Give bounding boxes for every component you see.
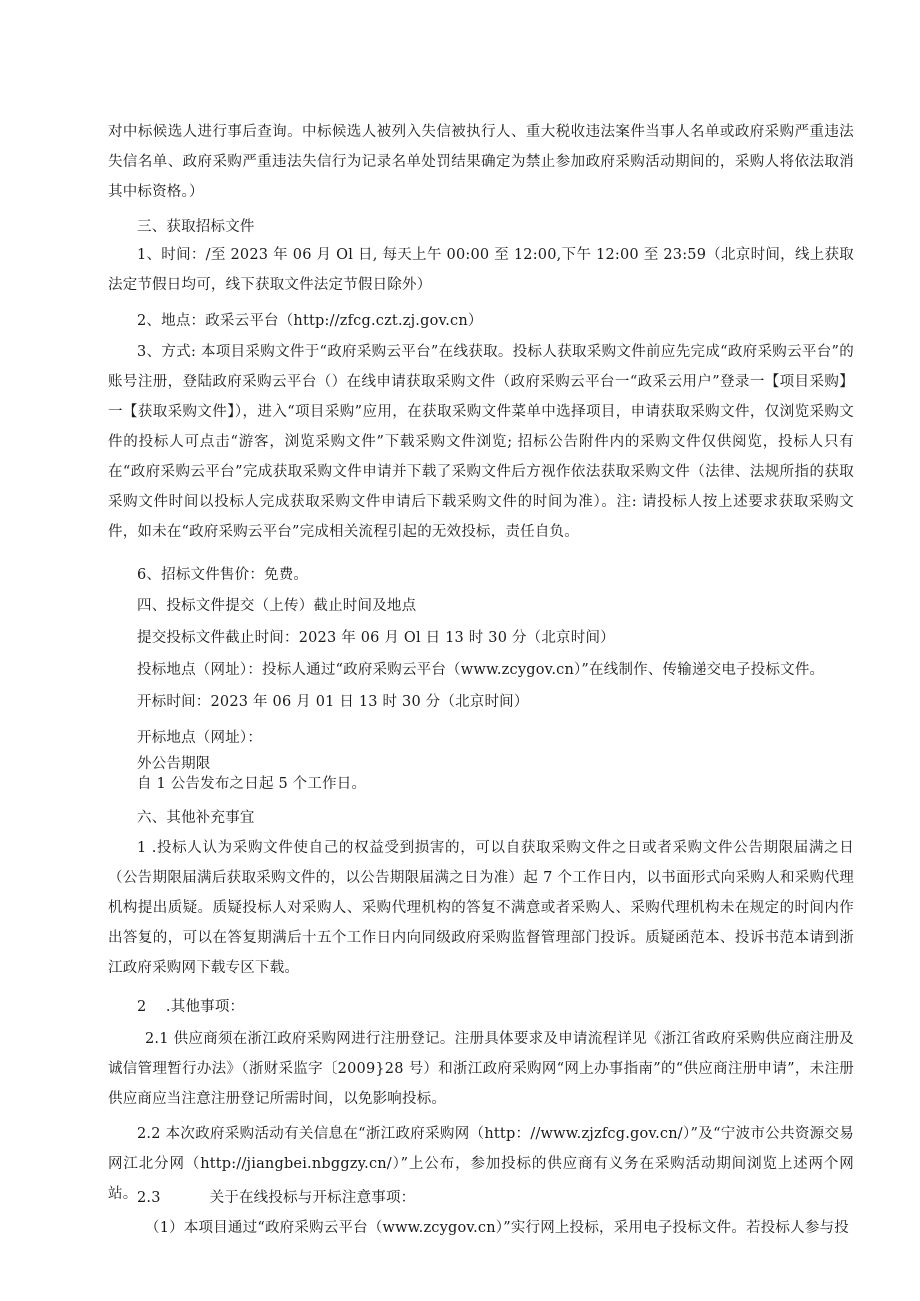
section-heading-submission-deadline: 四、投标文件提交（上传）截止时间及地点: [137, 598, 417, 614]
paragraph-submission-deadline: 提交投标文件截止时间：2023 年 06 月 Ol 日 13 时 30 分（北京时间）: [137, 630, 615, 646]
section-heading-supplementary: 六、其他补充事宜: [137, 810, 255, 826]
paragraph-time: 1、时间：/至 2023 年 06 月 Ol 日, 每天上午 00:00 至 12:00,下午 12:00 至 23:59（北京时间，线上获取法定节假日均可，线下获取文件法定节假日除外）: [108, 247, 854, 293]
paragraph-complaint: 1 .投标人认为采购文件使自己的权益受到损害的，可以自获取采购文件之日或者采购文件公告期限届满之日（公告期限届满后获取采购文件的，以公告期限届满之日为准）起 7 个工作日内，以书面形式向采购人和采购代理机构提出质疑。质疑投标人对采购人、采购代理机构的答复不满意或者采购人、采购代理机构未在规定的时间内作出答复的，可以在答复期满后十五个工作日内向同级政府采购监督管理部门投诉。质疑函范本、投诉书范本请到浙江政府采购网下载专区下载。: [108, 840, 854, 976]
paragraph-method: 3、方式: 本项目采购文件于“政府采购云平台”在线获取。投标人获取采购文件前应先完成“政府采购云平台”的账号注册，登陆政府采购云平台（）在线申请获取采购文件（政府采购云平台一“政采云用户”登录一【项目采购】一【获取采购文件】），进入“项目采购”应用，在获取采购文件菜单中选择项目，申请获取采购文件，仅浏览采购文件的投标人可点击“游客，浏览采购文件”下载采购文件浏览; 招标公告附件内的采购文件仅供阅览，投标人只有在“政府采购云平台”完成获取采购文件申请并下载了采购文件后方视作依法获取采购文件（法律、法规所指的获取采购文件时间以投标人完成获取采购文件申请后下载采购文件的时间为准）。注: 请投标人按上述要求获取采购文件，如未在“政府采购云平台”完成相关流程引起的无效投标，责任自负。: [108, 344, 854, 540]
paragraph-online-bidding: （1）本项目通过“政府采购云平台（www.zcygov.cn）”实行网上投标，采用电子投标文件。若投标人参与投: [145, 1220, 849, 1236]
section-heading-obtain-documents: 三、获取招标文件: [137, 219, 255, 235]
paragraph-location: 2、地点：政采云平台（http://zfcg.czt.zj.gov.cn）: [137, 313, 483, 329]
paragraph-submission-location: 投标地点（网址）：投标人通过“政府采购云平台（www.zcygov.cn）”在线制作、传输递交电子投标文件。: [137, 662, 825, 678]
paragraph-opening-location: 开标地点（网址）：: [137, 730, 263, 746]
paragraph-online-bidding-heading: 2.3 关于在线投标与开标注意事项：: [137, 1190, 416, 1206]
paragraph-announcement-period-label: 外公告期限: [137, 756, 211, 772]
paragraph-announcement-period: 自 1 公告发布之日起 5 个工作日。: [137, 776, 367, 792]
paragraph-other-matters: 2 .其他事项：: [137, 999, 245, 1015]
paragraph-information-publication: 2.2 本次政府采购活动有关信息在“浙江政府采购网（http：//www.zjzfcg.gov.cn/）”及“宁波市公共资源交易网江北分网（http://jiangbei.nbggzy.cn/）”上公布，参加投标的供应商有义务在采购活动期间浏览上述两个网站。: [108, 1126, 854, 1202]
paragraph-opening-time: 开标时间：2023 年 06 月 01 日 13 时 30 分（北京时间）: [137, 694, 529, 710]
paragraph-document-price: 6、招标文件售价：免费。: [137, 567, 309, 583]
paragraph-supplier-registration: 2.1 供应商须在浙江政府采购网进行注册登记。注册具体要求及申请流程详见《浙江省政府采购供应商注册及诚信管理暂行办法》（浙财采监字〔2009}28 号）和浙江政府采购网“网上办事指南”的“供应商注册申请”，未注册供应商应当注意注册登记所需时间，以免影响投标。: [108, 1031, 854, 1107]
paragraph-disqualification-note: 对中标候选人进行事后查询。中标候选人被列入失信被执行人、重大税收违法案件当事人名单或政府采购严重违法失信名单、政府采购严重违法失信行为记录名单处罚结果确定为禁止参加政府采购活动期间的，采购人将依法取消其中标资格。）: [108, 124, 854, 200]
